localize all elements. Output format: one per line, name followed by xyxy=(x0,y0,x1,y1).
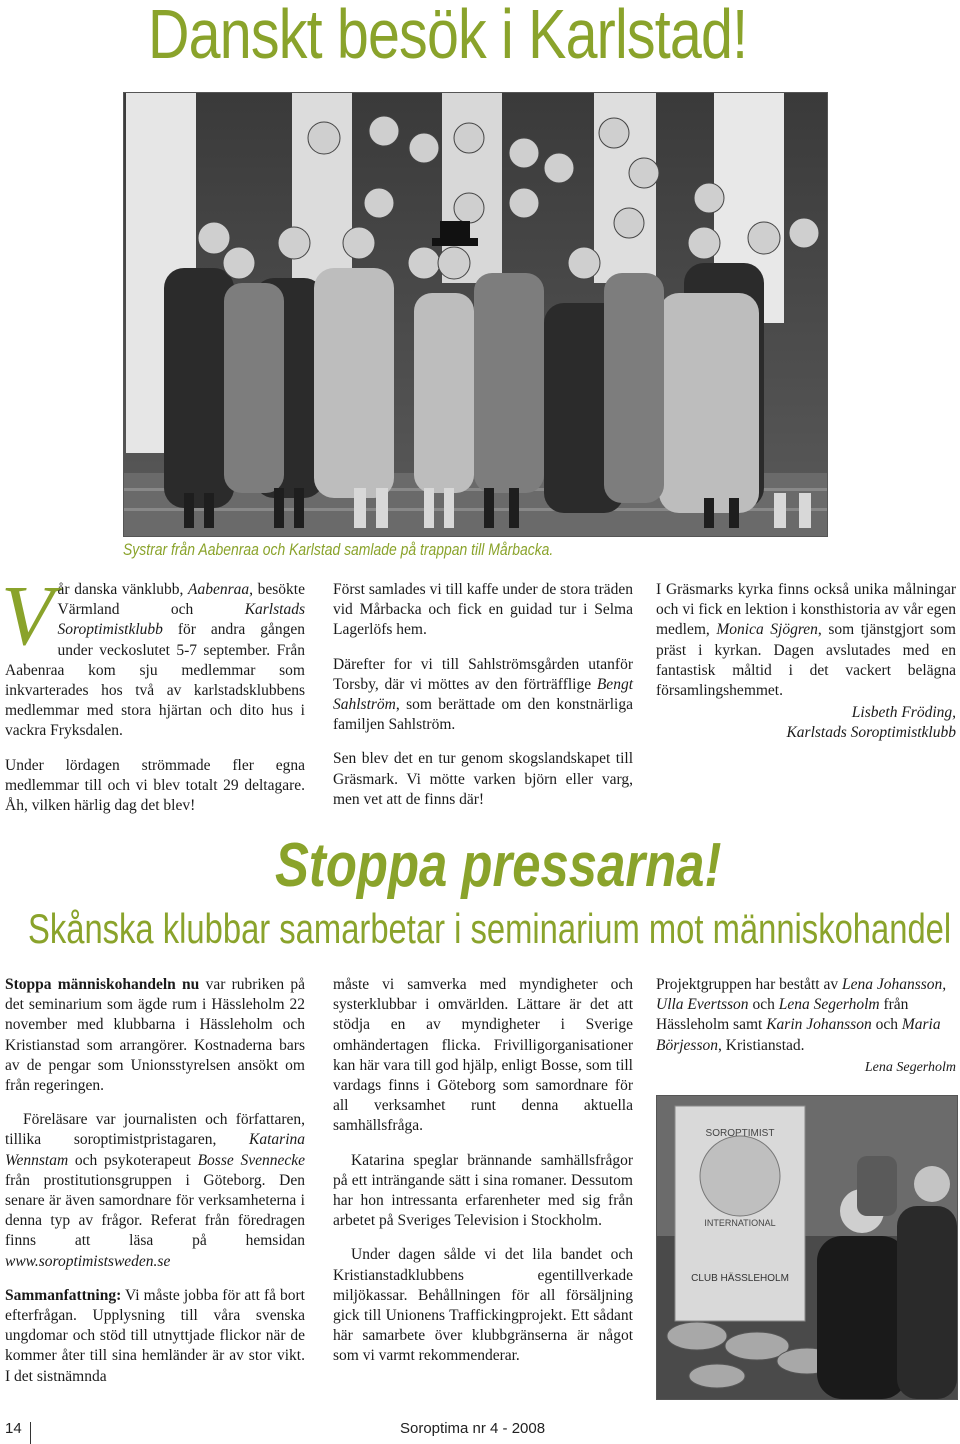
text-run: år danska vänklubb, xyxy=(57,581,189,598)
page-number: 14 xyxy=(5,1420,22,1437)
seminar-photo xyxy=(656,1095,958,1400)
text-run: Vi måste jobba för att få bort efterfrågan. Upplysning till våra svenska ungdomar och stöd till utnyttjade flickor när de kommer åter till sina hemländer är av stor vikt. I det sistnämnda xyxy=(5,1286,305,1385)
article2-column-3 xyxy=(656,975,956,1078)
text-run: , som berättade om den konstnärliga familjen Sahlström. xyxy=(333,696,633,734)
article2-signature: Lena Segerholm xyxy=(864,1059,956,1075)
article2-column-1 xyxy=(5,975,305,1401)
text-run: och xyxy=(871,1016,902,1034)
text-run: från prostitutionsgruppen i Göteborg. Den senare är även samordnare för verksamheterna i denna typ av frågor. Referat från föredragen finns att läsa på hemsidan xyxy=(5,1171,305,1250)
signature-name: Lisbeth Fröding, xyxy=(851,704,956,722)
article1-paragraph-3: Först samlades vi till kaffe under de stora träden vid Mårbacka och fick en guidad tur i Selma Lagerlöfs hem. xyxy=(333,581,633,639)
person-name: Karin Johansson xyxy=(766,1016,872,1034)
article2-subtitle: Skånska klubbar samarbetar i seminarium mot människohandel xyxy=(28,905,952,952)
article2-paragraph-2 xyxy=(5,1110,305,1272)
person-name: Maria Börjesson xyxy=(656,1016,941,1054)
text-run: , Kristianstad. xyxy=(718,1036,805,1054)
article1-paragraph-2: Under lördagen strömmade fler egna medlemmar till och vi blev totalt 29 deltagare. Åh, vilken härlig dag det blev! xyxy=(5,756,305,815)
article2-column-2 xyxy=(333,975,633,1381)
photo-caption: Systrar från Aabenraa och Karlstad samlade på trappan till Mårbacka. xyxy=(123,540,554,559)
article2-paragraph-3 xyxy=(5,1286,305,1387)
article2-paragraph-6: Under dagen sålde vi det lila bandet och Kristianstadklubbens egentillverkade miljökassar. Behållningen för all försäljning gick till Unionens Traffickingprojekt. Ett sådant här samarbete över klubbgränserna är något som vi varmt rekommenderar. xyxy=(333,1246,633,1365)
banner-text-bottom: CLUB HÄSSLEHOLM xyxy=(691,1273,789,1284)
text-run: Föreläsare var journalisten och författaren, tillika soroptimistpristagaren, xyxy=(5,1111,305,1149)
article1-paragraph-1 xyxy=(1,567,305,742)
banner-text-mid: INTERNATIONAL xyxy=(704,1218,776,1228)
article1-paragraph-6 xyxy=(656,580,956,701)
person-name: Lena Segerholm xyxy=(778,996,880,1014)
group-photo-image xyxy=(124,93,827,536)
article2-paragraph-4: måste vi samverka med myndigheter och systerklubbar i omvärlden. Lättare är det att stödja en av myndigheter i Sverige omhändertagen flicka. Frivilligorganisationer kan här vara till god hjälp, enligt Bosse, som till vardags finns i Göteborg som samordnare för all verksamhet runt denna aktuella samhällsfråga. xyxy=(333,976,633,1135)
drop-cap: V xyxy=(1,567,54,663)
article2-title: Stoppa pressarna! xyxy=(275,831,722,900)
text-run: Projektgruppen har bestått av xyxy=(656,976,842,993)
article1-column-3 xyxy=(656,580,956,744)
text-run: och psykoterapeut xyxy=(68,1151,198,1169)
banner-text-top: SOROPTIMIST xyxy=(705,1128,775,1139)
article-title: Danskt besök i Karlstad! xyxy=(148,0,748,73)
person-name: Monica Sjögren xyxy=(716,621,818,639)
text-run: I Gräsmarks kyrka finns också unika målningar och vi fick en lektion i konsthistoria av vår egen medlem, xyxy=(656,581,956,639)
text-run: Därefter for vi till Sahlströmsgården utanför Torsby, där vi möttes av den förträfflige xyxy=(333,655,633,693)
article1-column-2 xyxy=(333,580,633,824)
article1-paragraph-4 xyxy=(333,655,633,736)
article2-paragraph-7 xyxy=(656,975,956,1056)
text-run: besökte Värmland och xyxy=(57,581,305,619)
magazine-footer: Soroptima nr 4 - 2008 xyxy=(400,1420,546,1437)
footer-divider xyxy=(30,1422,31,1444)
seminar-photo-image xyxy=(657,1096,957,1399)
club-name-karlstad: Karlstads Soroptimistklubb xyxy=(57,601,305,639)
text-run: och xyxy=(748,996,779,1014)
lead-bold: Stoppa människohandeln nu xyxy=(5,976,200,993)
person-name: Lena Johansson, Ulla Evertsson xyxy=(656,976,947,1014)
group-photo xyxy=(123,92,828,537)
signature-club: Karlstads Soroptimistklubb xyxy=(786,724,956,742)
website-link[interactable]: www.soroptimistsweden.se xyxy=(5,1252,171,1270)
article2-paragraph-1 xyxy=(5,975,305,1096)
article1-paragraph-5: Sen blev det en tur genom skogslandskapet till Gräsmark. Vi mötte varken björn eller varg, men vet att de finns där! xyxy=(333,750,633,808)
text-run: var rubriken på det seminarium som ägde rum i Hässleholm 22 november med klubbarna i Hässleholm och Kristianstad som arrangörer. Kostnaderna bars av de pengar som Unionsstyrelsen ansökt om från regeringen. xyxy=(5,976,306,1095)
person-name: Bengt Sahlström xyxy=(333,675,633,714)
person-name: Bosse Svennecke xyxy=(197,1151,305,1169)
person-name: Katarina Wennstam xyxy=(5,1131,305,1169)
article1-column-1 xyxy=(1,567,305,830)
lead-bold: Sammanfattning: xyxy=(5,1286,122,1304)
text-run: från Hässleholm samt xyxy=(656,996,909,1034)
text-run: för andra gången under veckoslutet 5-7 september. Från Aabenraa kom sju medlemmar som inkvarterades hos två av karlstadsklubbens medlemmar med stora hjärtan och dito hus i vackra Fryksdalen. xyxy=(5,621,305,740)
article2-paragraph-5: Katarina speglar brännande samhällsfrågor på ett inträngande sätt i sina romaner. Dessutom har hon intressanta erfarenheter med sig från arbetet på Sveriges Television i Stockholm. xyxy=(333,1151,633,1230)
club-name-aabenraa: Aabenraa, xyxy=(188,581,254,598)
text-run: , som tjänstgjort som präst i kyrkan. Dagen avslutades med en fantastisk måltid i det vackert belägna församlingshemmet. xyxy=(656,621,956,700)
